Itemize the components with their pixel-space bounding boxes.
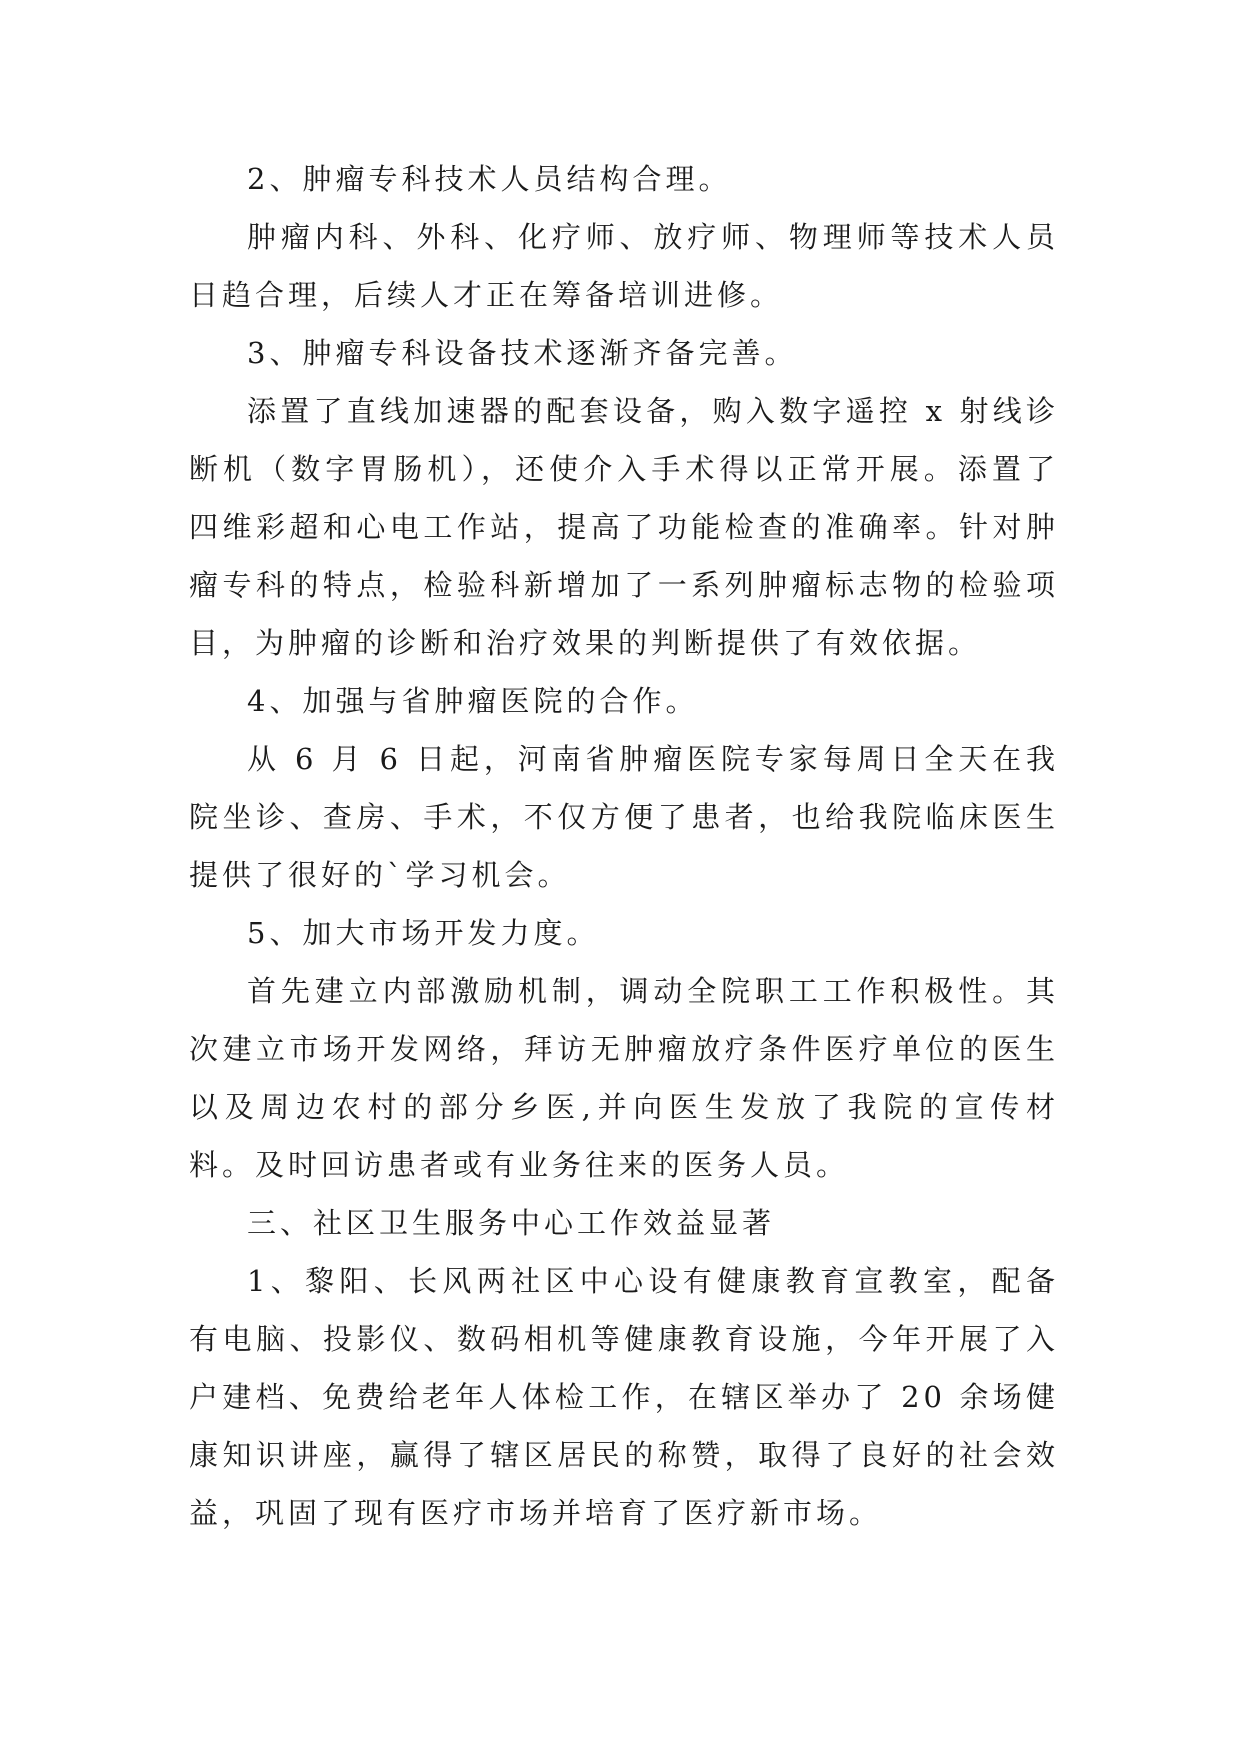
section-heading-community: 三、社区卫生服务中心工作效益显著 <box>247 1206 776 1240</box>
paragraph-community-centers: 1、黎阳、长风两社区中心设有健康教育宣教室，配备有电脑、投影仪、数码相机等健康教育设施，今年开展了入户建档、免费给老年人体检工作，在辖区举办了 20 余场健康知识讲座，赢得了辖区居民的称赞，取得了良好的社会效益，巩固了现有医疗市场并培育了医疗新市场。 <box>189 1264 1059 1530</box>
paragraph-market-development: 首先建立内部激励机制，调动全院职工工作积极性。其次建立市场开发网络，拜访无肿瘤放疗条件医疗单位的医生以及周边农村的部分乡医,并向医生发放了我院的宣传材料。及时回访患者或有业务往来的医务人员。 <box>189 974 1059 1182</box>
heading-equipment: 3、肿瘤专科设备技术逐渐齐备完善。 <box>247 336 798 370</box>
heading-market-development: 5、加大市场开发力度。 <box>247 916 600 950</box>
heading-cooperation: 4、加强与省肿瘤医院的合作。 <box>247 684 699 718</box>
paragraph-equipment: 添置了直线加速器的配套设备，购入数字遥控 x 射线诊断机（数字胃肠机），还使介入手术得以正常开展。添置了四维彩超和心电工作站，提高了功能检查的准确率。针对肿瘤专科的特点，检验科新增加了一系列肿瘤标志物的检验项目，为肿瘤的诊断和治疗效果的判断提供了有效依据。 <box>189 394 1059 660</box>
heading-staff-structure: 2、肿瘤专科技术人员结构合理。 <box>247 162 732 196</box>
paragraph-staff-structure: 肿瘤内科、外科、化疗师、放疗师、物理师等技术人员日趋合理，后续人才正在筹备培训进修。 <box>189 220 1059 312</box>
paragraph-cooperation: 从 6 月 6 日起，河南省肿瘤医院专家每周日全天在我院坐诊、查房、手术，不仅方便了患者，也给我院临床医生提供了很好的`学习机会。 <box>189 742 1059 892</box>
document-page <box>189 150 1059 1542</box>
